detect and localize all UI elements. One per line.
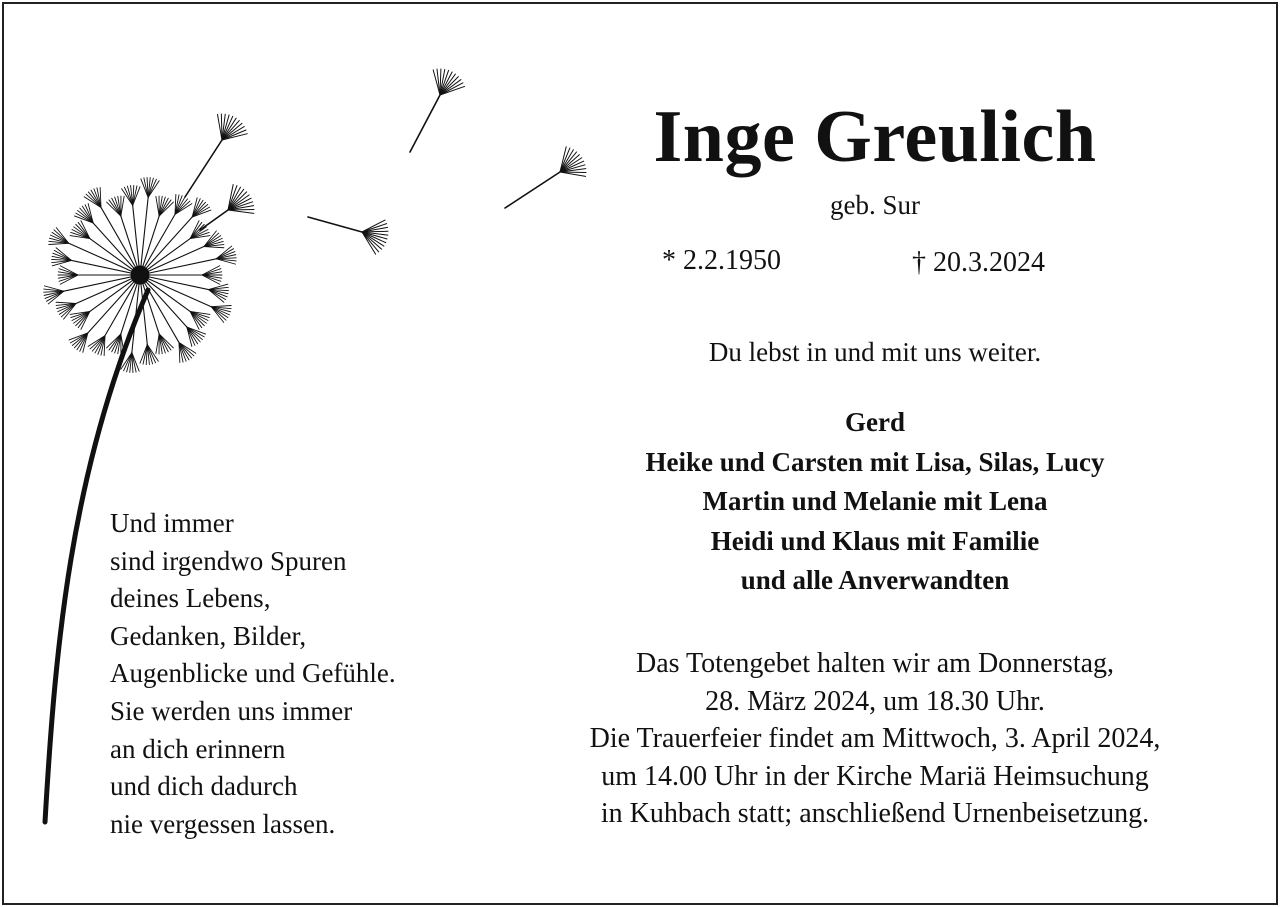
poem-line: und dich dadurch: [110, 771, 298, 802]
poem-line: an dich erinnern: [110, 733, 286, 764]
service-line: Das Totengebet halten wir am Donnerstag,: [635, 648, 1115, 679]
poem: [110, 505, 396, 843]
service-line: um 14.00 Uhr in der Kirche Mariä Heimsuchung: [601, 760, 1149, 792]
motto: Du lebst in und mit uns weiter.: [708, 337, 1042, 367]
service-line: Die Trauerfeier findet am Mittwoch, 3. April 2024,: [589, 723, 1161, 754]
poem-line: deines Lebens,: [110, 583, 271, 614]
birth-name: geb. Sur: [830, 190, 920, 220]
poem-line: sind irgendwo Spuren: [110, 545, 347, 576]
death-date: † 20.3.2024: [912, 247, 1045, 278]
service-info: [500, 645, 1250, 833]
mourner-line: Heike und Carsten mit Lisa, Silas, Lucy: [645, 446, 1105, 477]
service-line: 28. März 2024, um 18.30 Uhr.: [705, 685, 1045, 717]
mourners-list: [520, 403, 1230, 601]
mourner-line: Heidi und Klaus mit Familie: [710, 525, 1040, 556]
poem-line: nie vergessen lassen.: [110, 808, 336, 839]
poem-line: Und immer: [110, 508, 234, 538]
service-line: in Kuhbach statt; anschließend Urnenbeisetzung.: [600, 798, 1150, 829]
mourner-line: und alle Anverwandten: [740, 565, 1010, 595]
deceased-name: Inge Greulich: [653, 96, 1097, 178]
mourner-line: Martin und Melanie mit Lena: [702, 486, 1048, 516]
poem-line: Sie werden uns immer: [110, 695, 353, 726]
poem-line: Augenblicke und Gefühle.: [110, 658, 396, 689]
poem-line: Gedanken, Bilder,: [110, 620, 307, 651]
mourner-line: Gerd: [845, 407, 905, 437]
birth-date: * 2.2.1950: [662, 245, 781, 276]
